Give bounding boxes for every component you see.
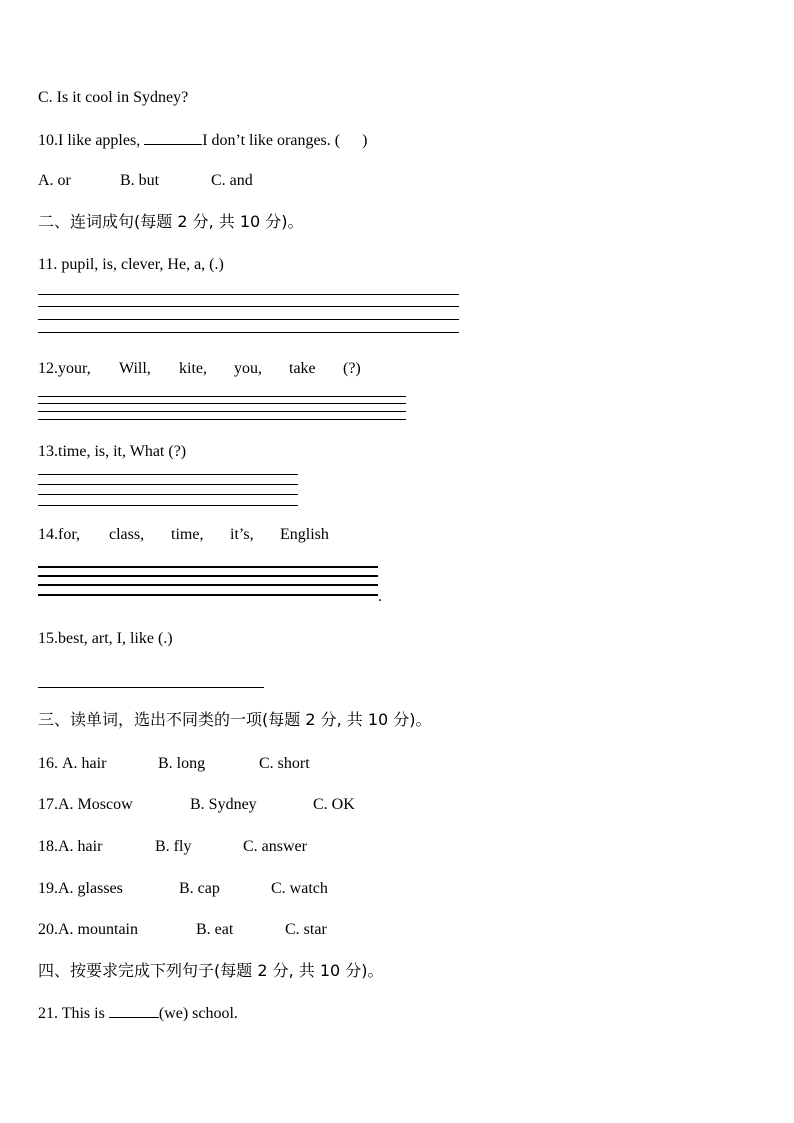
q21-blank[interactable]: [109, 1003, 159, 1018]
question-11: 11. pupil, is, clever, He, a, (.): [38, 256, 224, 273]
q10-text-after: I don’t like oranges. (: [202, 132, 341, 149]
q10-options: [38, 171, 253, 191]
q10-option-b: B. but: [120, 172, 160, 189]
q17-option-a: A. Moscow: [58, 796, 133, 813]
question-16: [38, 754, 310, 774]
question-10: [38, 130, 367, 151]
q16-number: 16.: [38, 755, 58, 772]
q12-word: your,: [58, 360, 91, 377]
q14-answer-line-3[interactable]: [38, 584, 378, 586]
q19-option-b: B. cap: [179, 880, 220, 897]
q17-number: 17.: [38, 796, 58, 813]
q10-text-before: I like apples,: [58, 132, 145, 149]
section-2-heading: 二、连词成句(每题 2 分, 共 10 分)。: [38, 212, 304, 231]
q12-word: Will,: [119, 360, 151, 377]
question-15: 15.best, art, I, like (.): [38, 630, 173, 647]
q14-answer-line-1[interactable]: [38, 566, 378, 568]
q20-number: 20.: [38, 921, 58, 938]
q13-answer-line-1[interactable]: [38, 474, 298, 475]
q11-answer-line-4[interactable]: [38, 332, 459, 333]
q14-word: for,: [58, 526, 81, 543]
q12-answer-line-4[interactable]: [38, 419, 406, 420]
q20-option-b: B. eat: [196, 921, 234, 938]
q19-number: 19.: [38, 880, 58, 897]
q18-option-b: B. fly: [155, 838, 192, 855]
q14-answer-line-2[interactable]: [38, 575, 378, 577]
q14-word: class,: [109, 526, 145, 543]
question-19: [38, 879, 328, 899]
q10-paren-close: ): [362, 132, 368, 149]
q12-answer-line-3[interactable]: [38, 411, 406, 412]
section-3-heading: 三、读单词，选出不同类的一项(每题 2 分, 共 10 分)。: [38, 710, 432, 729]
q12-answer-line-1[interactable]: [38, 396, 406, 397]
q14-number: 14.: [38, 526, 58, 543]
q10-blank[interactable]: [144, 130, 202, 145]
q18-number: 18.: [38, 838, 58, 855]
q21-text-before: This is: [58, 1005, 109, 1022]
q13-answer-line-4[interactable]: [38, 505, 298, 506]
q14-word: it’s,: [230, 526, 254, 543]
q12-word: kite,: [179, 360, 207, 377]
q12-word: you,: [234, 360, 262, 377]
q10-option-a: A. or: [38, 172, 71, 189]
q14-word: time,: [171, 526, 204, 543]
q12-answer-line-2[interactable]: [38, 403, 406, 404]
q11-answer-line-2[interactable]: [38, 306, 459, 307]
q14-answer-line-4[interactable]: [38, 594, 378, 596]
q16-option-a: A. hair: [62, 755, 107, 772]
q10-option-c: C. and: [211, 172, 253, 189]
q12-number: 12.: [38, 360, 58, 377]
q16-option-c: C. short: [259, 755, 310, 772]
q17-option-c: C. OK: [313, 796, 355, 813]
q14-word: English: [280, 526, 329, 543]
question-12: [38, 359, 361, 379]
q17-option-b: B. Sydney: [190, 796, 257, 813]
q15-answer-line[interactable]: [38, 687, 264, 688]
question-18: [38, 837, 307, 857]
q10-number: 10.: [38, 132, 58, 149]
q12-word: take: [289, 360, 316, 377]
q21-number: 21.: [38, 1005, 58, 1022]
q20-option-c: C. star: [285, 921, 327, 938]
q19-option-a: A. glasses: [58, 880, 123, 897]
section-4-heading: 四、按要求完成下列句子(每题 2 分, 共 10 分)。: [38, 961, 384, 980]
q18-option-a: A. hair: [58, 838, 103, 855]
question-13: 13.time, is, it, What (?): [38, 443, 187, 460]
q13-answer-line-3[interactable]: [38, 494, 298, 495]
q19-option-c: C. watch: [271, 880, 328, 897]
q21-text-after: (we) school.: [158, 1005, 238, 1022]
q20-option-a: A. mountain: [58, 921, 138, 938]
q9-option-c: C. Is it cool in Sydney?: [38, 89, 189, 106]
question-20: [38, 920, 327, 940]
q16-option-b: B. long: [158, 755, 206, 772]
question-14: [38, 525, 329, 545]
q12-word: (?): [343, 360, 361, 377]
question-21: [38, 1003, 238, 1024]
q18-option-c: C. answer: [243, 838, 307, 855]
q11-answer-line-3[interactable]: [38, 319, 459, 320]
q14-end-mark: .: [378, 588, 382, 605]
q13-answer-line-2[interactable]: [38, 484, 298, 485]
q11-answer-line-1[interactable]: [38, 294, 459, 295]
question-17: [38, 795, 355, 815]
